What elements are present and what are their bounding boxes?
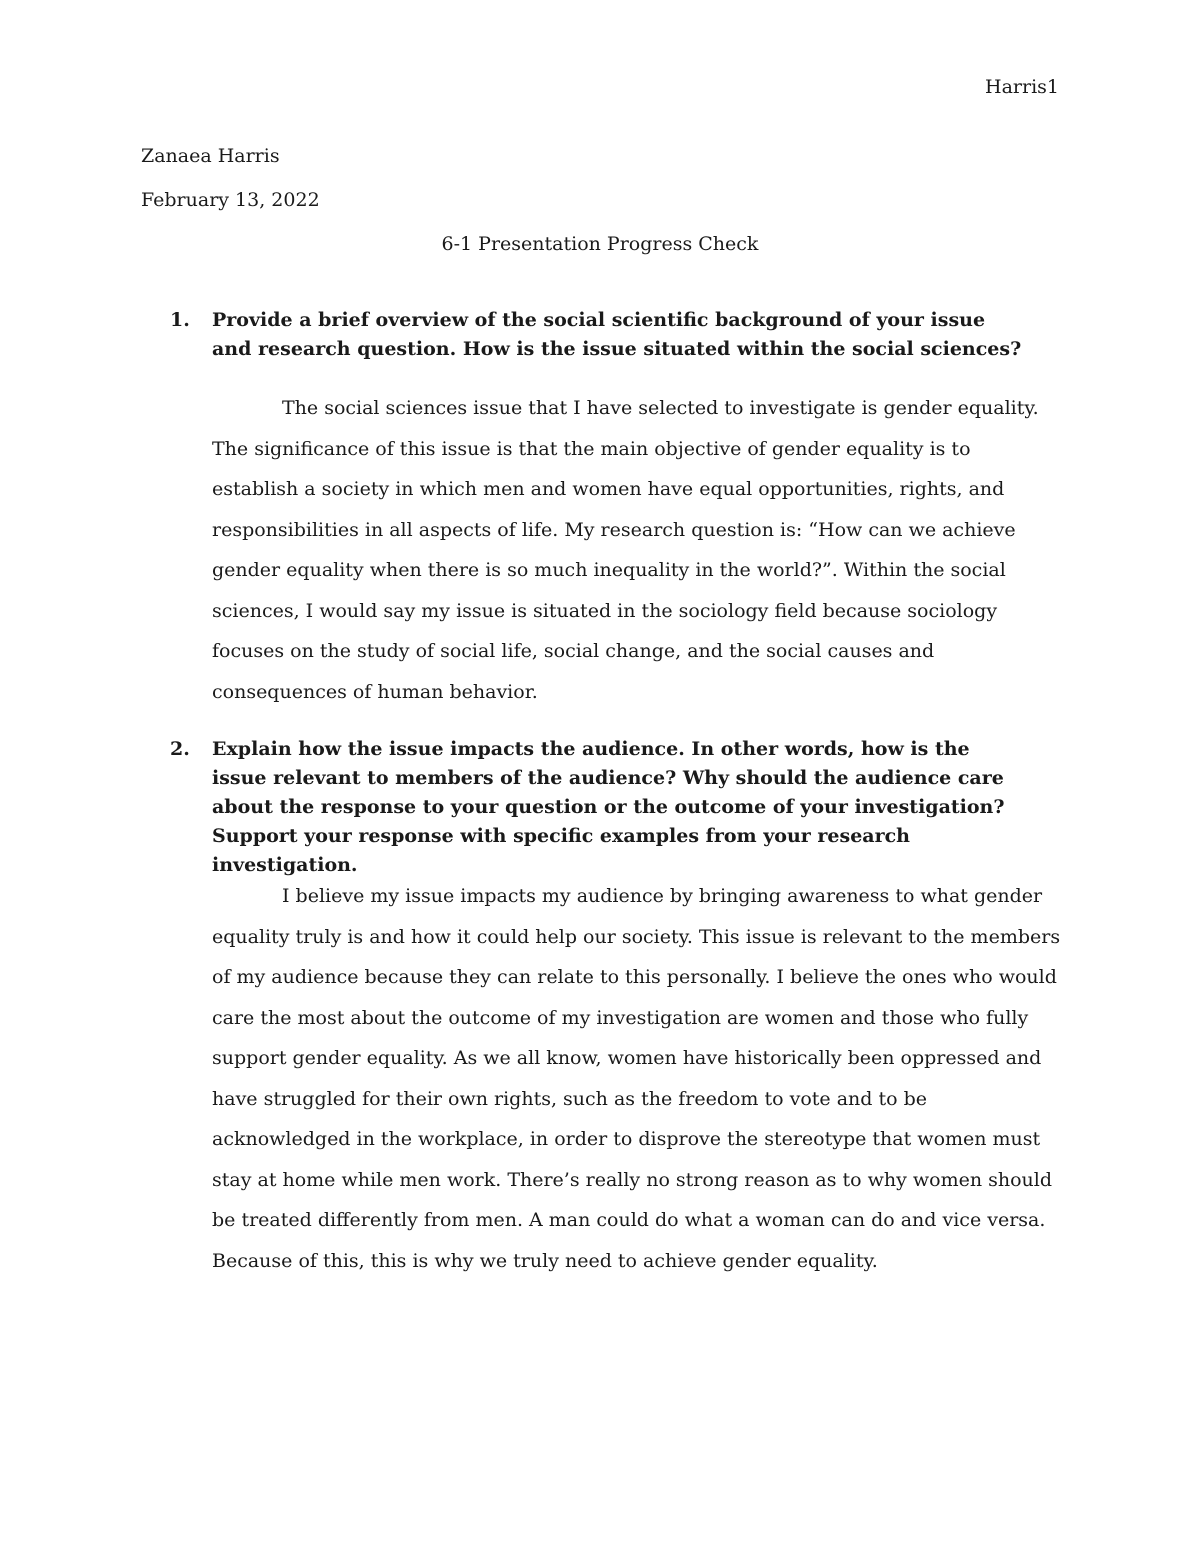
question-prompt: Provide a brief overview of the social scientific background of your issue and research question. How is the issue situated within the social sciences?	[212, 309, 1022, 360]
answer-2: I believe my issue impacts my audience by bringing awareness to what gender equality truly is and how it could help our society. This issue is relevant to the members of my audience because they can relate to this personally. I believe the ones who would care the most about the outcome of my investigation are women and those who fully support gender equality. As we all know, women have historically been oppressed and have struggled for their own rights, such as the freedom to vote and to be acknowledged in the workplace, in order to disprove the stereotype that women must stay at home while men work. There’s really no strong reason as to why women should be treated differently from men. A man could do what a woman can do and vice versa. Because of this, this is why we truly need to achieve gender equality.	[212, 885, 1061, 1272]
running-head: Harris1	[985, 76, 1059, 98]
question-1	[170, 306, 1030, 364]
answer-1: The social sciences issue that I have selected to investigate is gender equality. The significance of this issue is that the main objective of gender equality is to establish a society in which men and women have equal opportunities, rights, and responsibilities in all aspects of life. My research question is: “How can we achieve gender equality when there is so much inequality in the world?”. Within the social sciences, I would say my issue is situated in the sociology field because sociology focuses on the study of social life, social change, and the social causes and consequences of human behavior.	[212, 397, 1039, 703]
question-number: 1.	[170, 309, 190, 331]
question-number: 2.	[170, 738, 190, 760]
question-2	[170, 735, 1030, 880]
document-title: 6-1 Presentation Progress Check	[441, 233, 759, 255]
document-date: February 13, 2022	[141, 189, 320, 211]
author-name: Zanaea Harris	[141, 145, 280, 167]
question-prompt: Explain how the issue impacts the audience. In other words, how is the issue relevant to members of the audience? Why should the audience care about the response to your question or the outcome of your investigation? Support your response with specific examples from your research investigation.	[212, 738, 1005, 876]
